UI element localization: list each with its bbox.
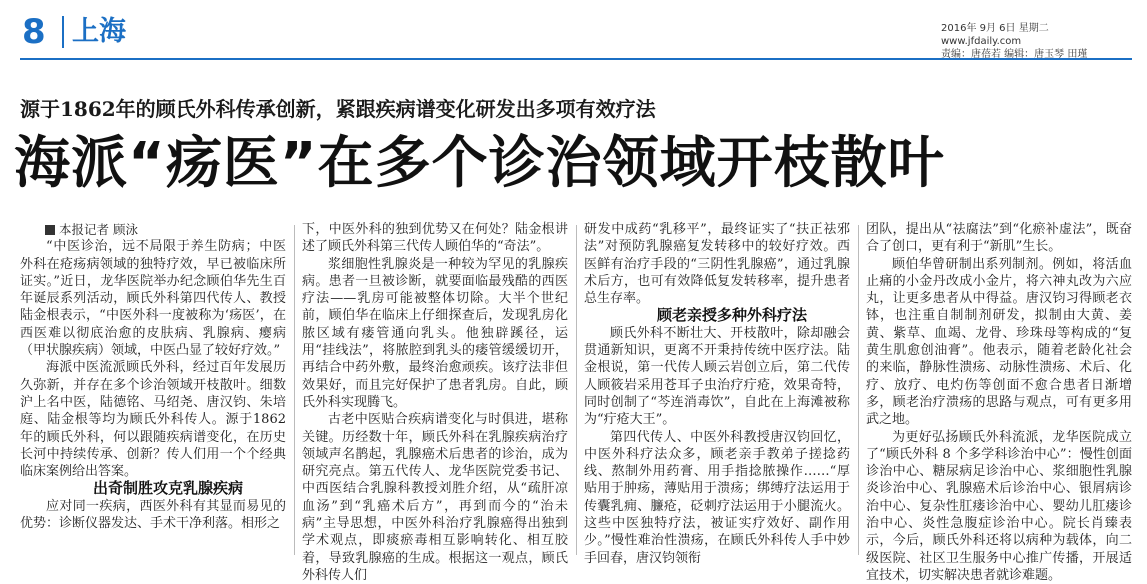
paragraph: 团队，提出从“祛腐法”到“化瘀补虚法”，既奋合了创口，更有利于“新肌”生长。 — [866, 222, 1132, 255]
column-divider — [576, 225, 577, 555]
article-subtitle: 源于1862年的顾氏外科传承创新，紧跟疾病谱变化研发出多项有效疗法 — [20, 97, 656, 121]
paragraph: 研发中成药“乳移平”，最终证实了“扶正祛邪法”对预防乳腺癌复发转移中的较好疗效。西医鲜有治疗手段的“三阴性乳腺癌”，通过乳腺术后方，也可有效降低复发转移率，提升患者总生存率。 — [584, 222, 850, 307]
paragraph: 浆细胞性乳腺炎是一种较为罕见的乳腺疾病。患者一旦被诊断，就要面临最残酷的西医疗法——乳房可能被整体切除。大半个世纪前，顾伯华在临床上仔细探查后，发现乳房化脓区域有瘘管通向乳头。他独辟蹊径，运用“挂线法”，将脓腔到乳头的瘘管缓缓切开，再结合中药外敷，最终治愈顽疾。该疗法非但效果好，而且完好保护了患者乳房。自此，顾氏外科实现腾飞。 — [302, 256, 568, 410]
paragraph: 为更好弘扬顾氏外科流派，龙华医院成立了“顾氏外科 8 个多学科诊治中心”：慢性创面诊治中心、糖尿病足诊治中心、浆细胞性乳腺炎诊治中心、乳腺癌术后诊治中心、银屑病诊治中心、复杂性肛瘘诊治中心、婴幼儿肛瘘诊治中心、炎性急腹症诊治中心。院长肖臻表示，今后，顾氏外科还将以病种为载体，向二级医院、社区卫生服务中心推广传播，开展适宜技术，切实解决患者就诊难题。 — [866, 429, 1132, 583]
website-link[interactable]: www.jfdaily.com — [941, 36, 1022, 47]
article-column-2 — [302, 221, 568, 583]
paragraph: 第四代传人、中医外科教授唐汉钧回忆，中医外科疗法众多，顾老亲手教弟子搓捻药线、熬制外用药膏、用手指捻脓操作……“厚贴用于肿疡，薄贴用于溃疡；绑缚疗法运用于传囊乳痈、臁疮，砭刺疗法运用于小腿流火。这些中医独特疗法，被证实疗效好、副作用少。”慢性难治性溃疡，在顾氏外科传人手中妙手回春，唐汉钧领衔 — [584, 429, 850, 566]
byline-text: 本报记者 顾泳 — [59, 222, 138, 237]
paragraph: 应对同一疾病，西医外科有其显而易见的优势：诊断仪器发达、手术干净利落。相形之 — [20, 498, 286, 532]
paragraph: 海派中医流派顾氏外科，经过百年发展历久弥新，并存在多个诊治领域开枝散叶。细数沪上名中医，陆德铭、马绍尧、唐汉钧、朱培庭、陆金根等均为顾氏外科传人。源于1862年的顾氏外科，何以跟随疾病谱变化，在历史长河中持续传承、创新？传人们用一个个经典临床案例给出答案。 — [20, 360, 286, 480]
paragraph: 顾伯华曾研制出系列制剂。例如，将活血止痛的小金丹改成小金片，将六神丸改为六应丸，让更多患者从中得益。唐汉钧习得顾老衣钵，也注重自制制剂研发，拟制由大黄、姜黄、紫草、血竭、龙骨、珍珠母等构成的“复黄生肌愈创油膏”。他表示，随着老龄化社会的来临，静脉性溃疡、动脉性溃疡、术后、化疗、放疗、电灼伤等创面不愈合患者日渐增多，顾老治疗溃疡的思路与观点，可有更多用武之地。 — [866, 256, 1132, 428]
section-subhead: 顾老亲授多种外科疗法 — [656, 306, 807, 325]
byline-square-icon — [45, 225, 55, 235]
byline — [20, 221, 286, 238]
article-headline: 海派“疡医”在多个诊治领域开枝散叶 — [14, 131, 945, 196]
paragraph: 古老中医贴合疾病谱变化与时俱进，堪称关键。历经数十年，顾氏外科在乳腺疾病治疗领域声名鹊起，乳腺癌术后患者的诊治，成为研究亮点。第五代传人、龙华医院党委书记、中西医结合乳腺科教授刘胜介绍，从“疏肝凉血汤”到“乳癌术后方”，再到而今的“治未病”主导思想，中医外科治疗乳腺癌得出独到学术观点，即痰瘀毒相互影响转化、相互胶着，导致乳腺癌的生成。根据这一观点，顾氏外科传人们 — [302, 412, 568, 583]
article-column-4 — [866, 221, 1132, 583]
page-meta — [941, 22, 1131, 61]
article-column-3 — [584, 221, 850, 566]
section-name: 上海 — [62, 16, 126, 48]
editors-credit: 责编：唐蓓若 编辑：唐玉琴 田瑾 — [941, 49, 1088, 60]
page-number: 8 — [22, 12, 46, 52]
paragraph: “中医诊治，远不局限于养生防病；中医外科在疮疡病领域的独特疗效，早已被临床所证实。”近日，龙华医院举办纪念顾伯华先生百年诞辰系列活动，顾氏外科第四代传人、教授陆金根表示，“中医外科一度被称为‘疡医’，在西医难以彻底治愈的皮肤病、乳腺病、瘿病（甲状腺疾病）领域，中医凸显了较好疗效。” — [20, 239, 286, 359]
issue-date: 2016年 9月 6日 星期二 — [941, 23, 1049, 34]
column-divider — [294, 225, 295, 555]
article-column-1 — [20, 221, 286, 563]
paragraph: 顾氏外科不断壮大、开枝散叶，除却融会贯通新知识，更离不开秉持传统中医疗法。陆金根说，第一代传人顾云岩创立后，第二代传人顾筱岩采用苍耳子虫治疗疔疮，效果奇特，同时创制了“芩连消毒饮”，自此在上海滩被称为“疔疮大王”。 — [584, 325, 850, 428]
section-subhead: 出奇制胜攻克乳腺疾病 — [92, 479, 243, 498]
paragraph: 下，中医外科的独到优势又在何处？陆金根讲述了顾氏外科第三代传人顾伯华的“奇法”。 — [302, 222, 568, 255]
column-divider — [858, 225, 859, 555]
